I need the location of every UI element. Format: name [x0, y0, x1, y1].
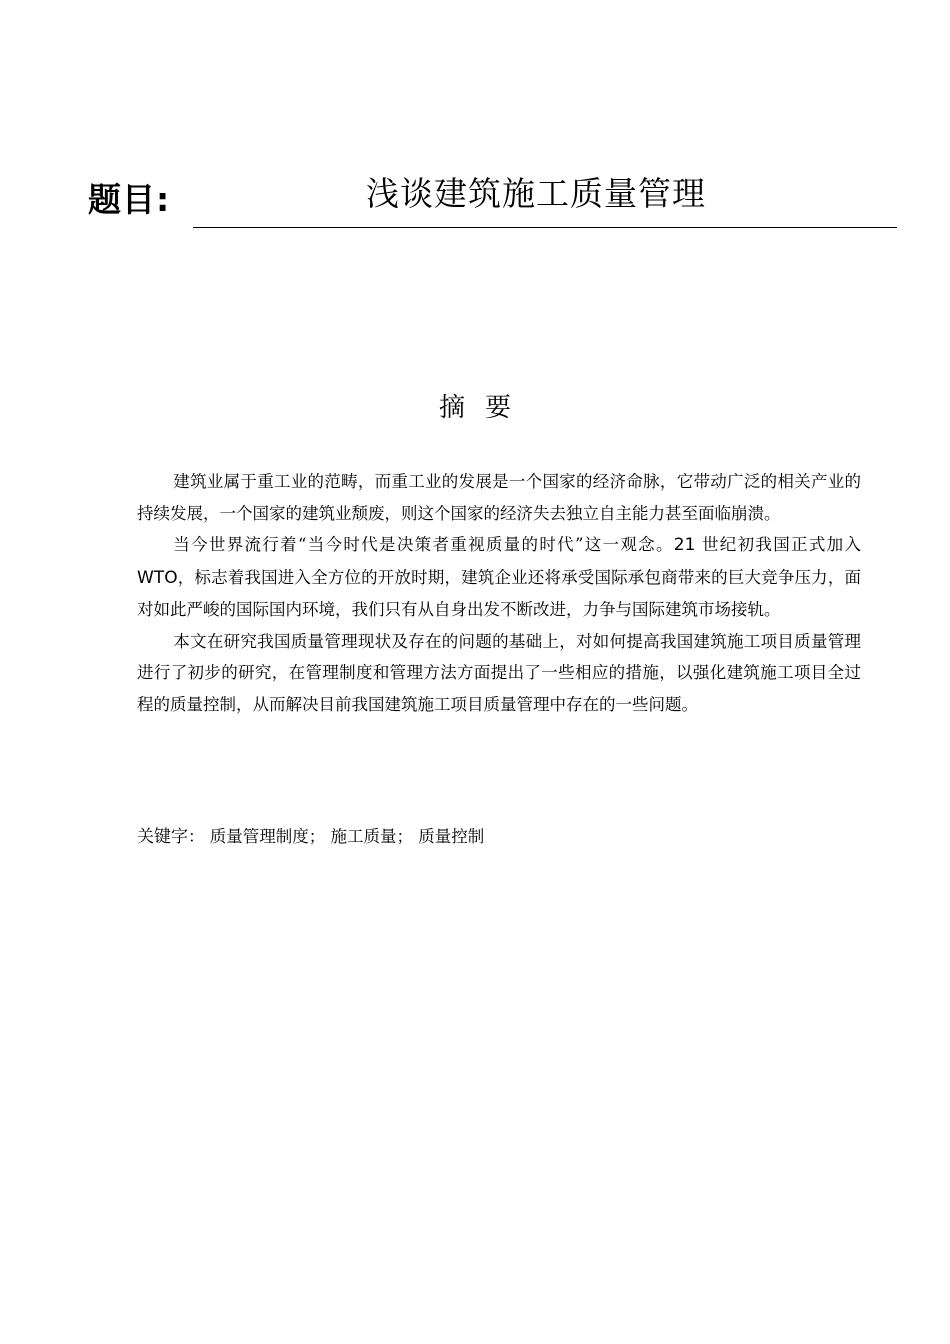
title-underline: [193, 227, 897, 228]
abstract-paragraph-2: [137, 529, 861, 626]
abstract-paragraph-3: 本文在研究我国质量管理现状及存在的问题的基础上，对如何提高我国建筑施工项目质量管理进行了初步的研究，在管理制度和管理方法方面提出了一些相应的措施，以强化建筑施工项目全过程的质量控制，从而解决目前我国建筑施工项目质量管理中存在的一些问题。: [137, 631, 861, 714]
organization-name: WTO: [137, 567, 178, 588]
paragraph-text: 世纪初我国正式加入: [695, 535, 861, 554]
abstract-paragraph-1: 建筑业属于重工业的范畴，而重工业的发展是一个国家的经济命脉，它带动广泛的相关产业的持续发展，一个国家的建筑业颓废，则这个国家的经济失去独立自主能力甚至面临崩溃。: [137, 472, 861, 523]
abstract-heading: 摘要: [438, 393, 531, 423]
century-number: 21: [673, 535, 696, 555]
paragraph-text: ，标志着我国进入全方位的开放时期，建筑企业还将承受国际承包商带来的巨大竞争压力，面对如此严峻的国际国内环境，我们只有从自身出发不断改进，力争与国际建筑市场接轨。: [137, 567, 861, 619]
title-label: 题目:: [88, 180, 171, 219]
keywords-list: ： 质量管理制度； 施工质量； 质量控制: [188, 827, 485, 846]
abstract-body: [137, 466, 861, 720]
page-title: 浅谈建筑施工质量管理: [366, 174, 706, 213]
paragraph-text: 当今世界流行着“当今时代是决策者重视质量的时代”这一观念。: [173, 535, 674, 554]
keywords-label: 关键字: [137, 827, 188, 847]
keywords-line: [137, 822, 484, 852]
